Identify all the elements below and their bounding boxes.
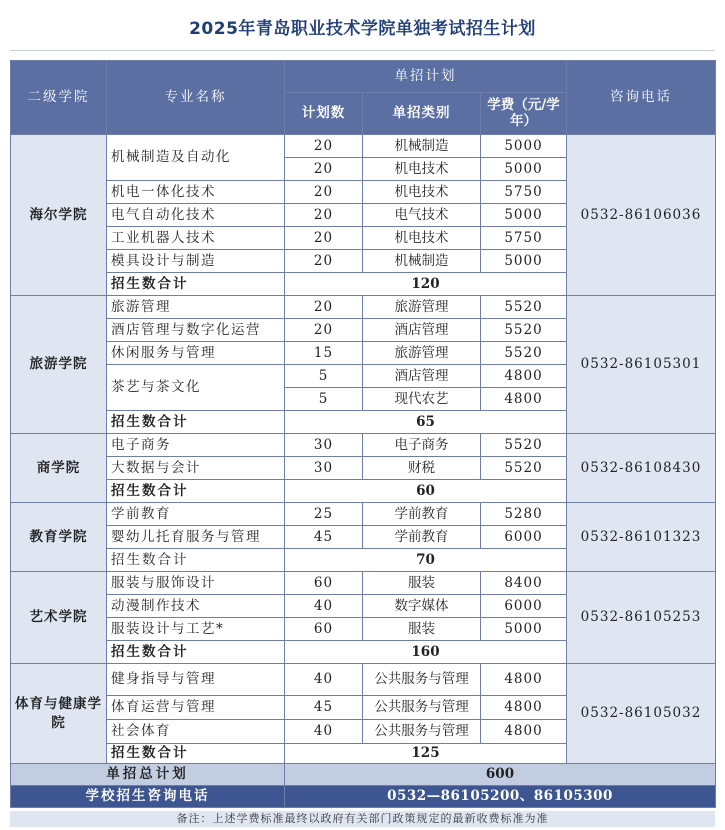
page-title: 2025年青岛职业技术学院单独考试招生计划	[189, 19, 536, 39]
fee-cell: 5000	[481, 158, 567, 181]
category-cell: 旅游管理	[363, 296, 481, 319]
subtotal-value: 60	[285, 480, 567, 503]
count-cell: 60	[285, 618, 363, 641]
count-cell: 30	[285, 457, 363, 480]
count-cell: 60	[285, 572, 363, 595]
count-cell: 20	[285, 204, 363, 227]
phone-cell: 0532-86105301	[567, 296, 716, 434]
category-cell: 旅游管理	[363, 342, 481, 365]
category-cell: 酒店管理	[363, 365, 481, 388]
major-cell: 服装与服饰设计	[107, 572, 285, 595]
count-cell: 20	[285, 158, 363, 181]
count-cell: 20	[285, 135, 363, 158]
fee-cell: 4800	[481, 720, 567, 744]
count-cell: 40	[285, 720, 363, 744]
major-cell: 模具设计与制造	[107, 250, 285, 273]
fee-cell: 5750	[481, 227, 567, 250]
fee-cell: 8400	[481, 572, 567, 595]
fee-cell: 5520	[481, 434, 567, 457]
category-cell: 酒店管理	[363, 319, 481, 342]
count-cell: 5	[285, 388, 363, 411]
count-cell: 20	[285, 181, 363, 204]
fee-cell: 5000	[481, 135, 567, 158]
major-cell: 工业机器人技术	[107, 227, 285, 250]
header-category: 单招类别	[363, 93, 481, 135]
fee-cell: 5000	[481, 618, 567, 641]
subtotal-label: 招生数合计	[107, 480, 285, 503]
category-cell: 服装	[363, 618, 481, 641]
major-cell: 机电一体化技术	[107, 181, 285, 204]
major-cell: 大数据与会计	[107, 457, 285, 480]
major-cell: 机械制造及自动化	[107, 135, 285, 181]
count-cell: 25	[285, 503, 363, 526]
count-cell: 20	[285, 227, 363, 250]
header-major: 专业名称	[107, 61, 285, 135]
college-cell: 旅游学院	[11, 296, 107, 434]
count-cell: 40	[285, 595, 363, 618]
fee-cell: 5750	[481, 181, 567, 204]
category-cell: 机械制造	[363, 250, 481, 273]
header-fee: 学费（元/学年）	[481, 93, 567, 135]
college-cell: 教育学院	[11, 503, 107, 572]
major-cell: 体育运营与管理	[107, 696, 285, 720]
subtotal-label: 招生数合计	[107, 549, 285, 572]
category-cell: 财税	[363, 457, 481, 480]
college-cell: 海尔学院	[11, 135, 107, 296]
count-cell: 20	[285, 296, 363, 319]
count-cell: 45	[285, 696, 363, 720]
fee-cell: 5000	[481, 204, 567, 227]
subtotal-value: 160	[285, 641, 567, 664]
fee-cell: 4800	[481, 664, 567, 696]
category-cell: 数字媒体	[363, 595, 481, 618]
count-cell: 20	[285, 319, 363, 342]
category-cell: 现代农艺	[363, 388, 481, 411]
fee-cell: 5280	[481, 503, 567, 526]
category-cell: 公共服务与管理	[363, 696, 481, 720]
major-cell: 健身指导与管理	[107, 664, 285, 696]
major-cell: 电子商务	[107, 434, 285, 457]
fee-cell: 5000	[481, 250, 567, 273]
header-phone: 咨询电话	[567, 61, 716, 135]
count-cell: 30	[285, 434, 363, 457]
grand-total-label: 单招总计划	[11, 764, 285, 786]
fee-cell: 5520	[481, 296, 567, 319]
count-cell: 20	[285, 250, 363, 273]
category-cell: 机电技术	[363, 227, 481, 250]
count-cell: 15	[285, 342, 363, 365]
phone-cell: 0532-86101323	[567, 503, 716, 572]
major-cell: 茶艺与茶文化	[107, 365, 285, 411]
title-divider	[10, 50, 715, 51]
count-cell: 45	[285, 526, 363, 549]
subtotal-value: 70	[285, 549, 567, 572]
phone-cell: 0532-86106036	[567, 135, 716, 296]
fee-cell: 5520	[481, 457, 567, 480]
college-cell: 商学院	[11, 434, 107, 503]
school-phone-label: 学校招生咨询电话	[11, 786, 285, 808]
major-cell: 服装设计与工艺*	[107, 618, 285, 641]
major-cell: 酒店管理与数字化运营	[107, 319, 285, 342]
college-cell: 艺术学院	[11, 572, 107, 664]
college-cell: 体育与健康学院	[11, 664, 107, 764]
subtotal-value: 65	[285, 411, 567, 434]
major-cell: 学前教育	[107, 503, 285, 526]
grand-total-value: 600	[285, 764, 716, 786]
enrollment-plan-table	[10, 60, 716, 808]
category-cell: 服装	[363, 572, 481, 595]
footnote: 备注：上述学费标准最终以政府有关部门政策规定的最新收费标准为准	[10, 811, 715, 827]
category-cell: 公共服务与管理	[363, 664, 481, 696]
count-cell: 5	[285, 365, 363, 388]
header-plan-group: 单招计划	[285, 61, 567, 93]
category-cell: 机电技术	[363, 158, 481, 181]
subtotal-label: 招生数合计	[107, 641, 285, 664]
category-cell: 机电技术	[363, 181, 481, 204]
header-college: 二级学院	[11, 61, 107, 135]
school-phone-value: 0532—86105200、86105300	[285, 786, 716, 808]
category-cell: 学前教育	[363, 526, 481, 549]
subtotal-label: 招生数合计	[107, 273, 285, 296]
fee-cell: 4800	[481, 696, 567, 720]
major-cell: 动漫制作技术	[107, 595, 285, 618]
major-cell: 社会体育	[107, 720, 285, 744]
header-count: 计划数	[285, 93, 363, 135]
phone-cell: 0532-86105032	[567, 664, 716, 764]
subtotal-label: 招生数合计	[107, 744, 285, 764]
fee-cell: 5520	[481, 342, 567, 365]
fee-cell: 4800	[481, 388, 567, 411]
category-cell: 电子商务	[363, 434, 481, 457]
fee-cell: 4800	[481, 365, 567, 388]
subtotal-value: 120	[285, 273, 567, 296]
category-cell: 学前教育	[363, 503, 481, 526]
category-cell: 公共服务与管理	[363, 720, 481, 744]
fee-cell: 6000	[481, 595, 567, 618]
count-cell: 40	[285, 664, 363, 696]
subtotal-label: 招生数合计	[107, 411, 285, 434]
major-cell: 休闲服务与管理	[107, 342, 285, 365]
category-cell: 电气技术	[363, 204, 481, 227]
phone-cell: 0532-86108430	[567, 434, 716, 503]
major-cell: 婴幼儿托育服务与管理	[107, 526, 285, 549]
major-cell: 电气自动化技术	[107, 204, 285, 227]
fee-cell: 5520	[481, 319, 567, 342]
phone-cell: 0532-86105253	[567, 572, 716, 664]
fee-cell: 6000	[481, 526, 567, 549]
category-cell: 机械制造	[363, 135, 481, 158]
subtotal-value: 125	[285, 744, 567, 764]
major-cell: 旅游管理	[107, 296, 285, 319]
